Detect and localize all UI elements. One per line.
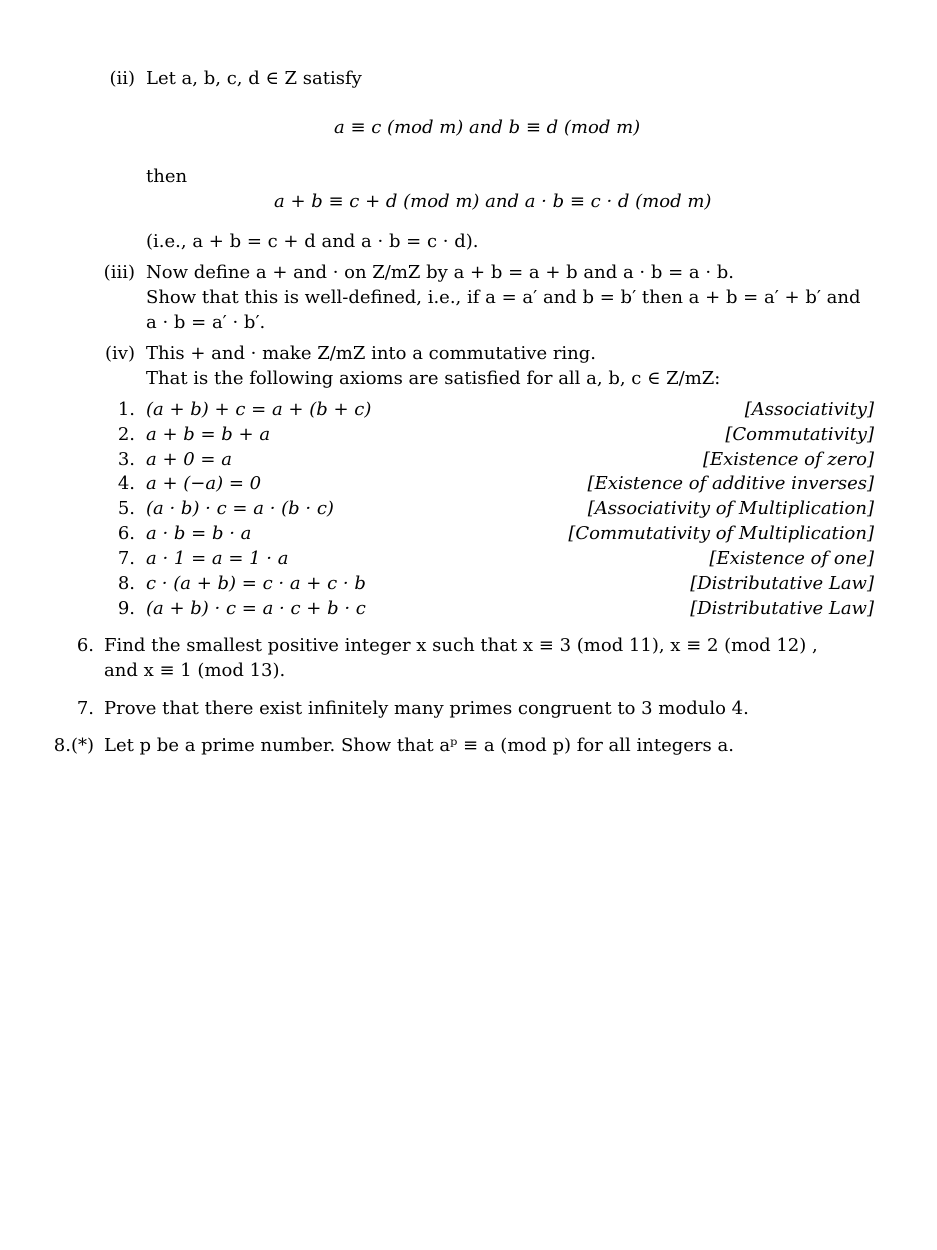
part-iv-line-2: That is the following axioms are satisfied for all a, b, c ∈ Z/mZ:: [146, 368, 721, 389]
axiom-formula: (a · b) · c = a · (b · c): [146, 498, 334, 519]
axiom-number: 2.: [117, 424, 135, 445]
axiom-number: 1.: [117, 399, 135, 420]
axiom-formula: a · 1 = a = 1 · a: [146, 548, 289, 569]
part-iii-label: (iii): [103, 262, 135, 283]
problem-8-label: 8.(*): [53, 735, 94, 756]
part-ii-display-2: a + b ≡ c + d (mod m) and a · b ≡ c · d (mod m): [274, 191, 712, 212]
axiom-name: [Commutativity]: [725, 424, 874, 445]
part-iv-line-1: This + and · make Z/mZ into a commutative ring.: [146, 343, 597, 364]
axiom-formula: (a + b) + c = a + (b + c): [146, 399, 372, 420]
axiom-formula: a + b = b + a: [146, 424, 271, 445]
axiom-name: [Existence of additive inverses]: [587, 473, 874, 494]
axiom-number: 6.: [117, 523, 135, 544]
axiom-formula: c · (a + b) = c · a + c · b: [146, 573, 366, 594]
part-ii-display-1: a ≡ c (mod m) and b ≡ d (mod m): [334, 117, 641, 138]
axiom-name: [Distributative Law]: [690, 573, 874, 594]
problem-7-line-1: Prove that there exist infinitely many primes congruent to 3 modulo 4.: [104, 698, 749, 719]
axiom-name: [Existence of one]: [709, 548, 874, 569]
part-ii-then: then: [146, 166, 188, 187]
part-iii-line-2: Show that this is well-defined, i.e., if a = a′ and b = b′ then a + b = a′ + b′ and: [146, 287, 861, 308]
axiom-formula: a · b = b · a: [146, 523, 252, 544]
part-ii-ie: (i.e., a + b = c + d and a · b = c · d).: [146, 231, 479, 252]
problem-6-label: 6.: [76, 635, 94, 656]
axiom-formula: a + (−a) = 0: [146, 473, 262, 494]
axiom-number: 9.: [117, 598, 135, 619]
axiom-number: 8.: [117, 573, 135, 594]
axiom-number: 7.: [117, 548, 135, 569]
axiom-name: [Existence of zero]: [702, 449, 874, 470]
axiom-number: 5.: [117, 498, 135, 519]
axiom-name: [Associativity]: [744, 399, 874, 420]
problem-6-line-1: Find the smallest positive integer x such that x ≡ 3 (mod 11), x ≡ 2 (mod 12) ,: [104, 635, 818, 656]
axiom-name: [Distributative Law]: [690, 598, 874, 619]
axiom-formula: a + 0 = a: [146, 449, 232, 470]
part-iv-label: (iv): [105, 343, 135, 364]
axiom-number: 3.: [117, 449, 135, 470]
axiom-formula: (a + b) · c = a · c + b · c: [146, 598, 366, 619]
axiom-name: [Associativity of Multiplication]: [587, 498, 874, 519]
part-ii-intro: Let a, b, c, d ∈ Z satisfy: [146, 68, 362, 89]
axiom-name: [Commutativity of Multiplication]: [568, 523, 874, 544]
axiom-number: 4.: [117, 473, 135, 494]
part-iii-line-1: Now define a + and · on Z/mZ by a + b = a + b and a · b = a · b.: [146, 262, 735, 283]
part-iii-line-3: a · b = a′ · b′.: [146, 312, 266, 333]
part-ii-label: (ii): [109, 68, 135, 89]
problem-6-line-2: and x ≡ 1 (mod 13).: [104, 660, 286, 681]
problem-7-label: 7.: [76, 698, 94, 719]
problem-8-line-1: Let p be a prime number. Show that aᵖ ≡ a (mod p) for all integers a.: [104, 735, 734, 756]
